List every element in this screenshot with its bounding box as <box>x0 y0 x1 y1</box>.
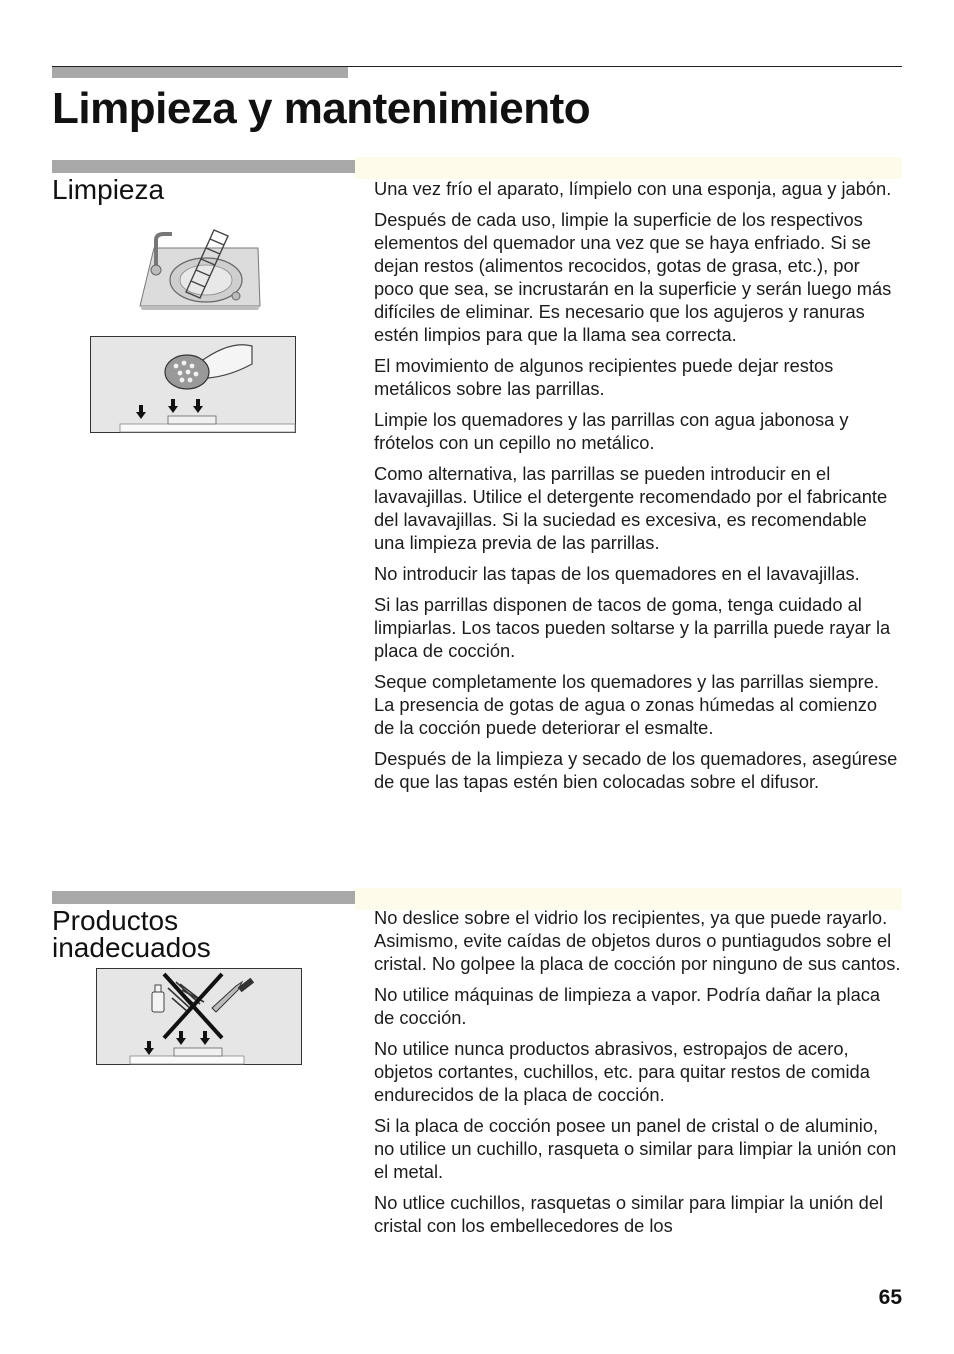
paragraph: No utilice máquinas de limpieza a vapor. Podría dañar la placa de cocción. <box>374 984 881 1028</box>
paragraph: Si la placa de cocción posee un panel de cristal o de aluminio, no utilice un cuchillo, rasqueta o similar para limpiar la unión con el metal. <box>374 1115 897 1182</box>
sponge-cleaning-illustration <box>90 336 296 433</box>
heading-line: Productos <box>52 905 179 936</box>
paragraph: No utilice nunca productos abrasivos, estropajos de acero, objetos cortantes, cuchillos, etc. para quitar restos de comida endurecidos de la placa de cocción. <box>374 1038 870 1105</box>
paragraph: No deslice sobre el vidrio los recipientes, ya que puede rayarlo. Asimismo, evite caídas de objetos duros o puntiagudos sobre el cristal. No golpee la placa de cocción por ninguno de sus cantos. <box>374 907 901 974</box>
paragraph: Después de cada uso, limpie la superficie de los respectivos elementos del quemador una vez que se haya enfriado. Si se dejan restos (alimentos recocidos, gotas de grasa, etc.), por poco que sea, se incrustarán en la superficie y serán luego más difíciles de eliminar. Es necesario que los agujeros y ranuras estén limpios para que la llama sea correcta. <box>374 209 892 345</box>
paragraph: Una vez frío el aparato, límpielo con una esponja, agua y jabón. <box>374 178 892 199</box>
paragraph: Después de la limpieza y secado de los quemadores, asegúrese de que las tapas estén bien colocadas sobre el difusor. <box>374 748 898 792</box>
limpieza-text-column <box>374 177 902 801</box>
section-band-limpieza <box>355 157 902 179</box>
section-bar-limpieza <box>52 160 355 173</box>
paragraph: No utlice cuchillos, rasquetas o similar para limpiar la unión del cristal con los embellecedores de los <box>374 1192 884 1236</box>
paragraph: Como alternativa, las parrillas se pueden introducir en el lavavajillas. Utilice el detergente recomendado por el fabricante del lavavajillas. Si la suciedad es excesiva, es recomendable una limpieza previa de las parrillas. <box>374 463 888 553</box>
prohibited-tools-illustration <box>96 968 302 1065</box>
header-accent-bar <box>52 67 348 78</box>
sink-illustration <box>136 226 262 312</box>
heading-line: inadecuados <box>52 932 211 963</box>
paragraph: No introducir las tapas de los quemadores en el lavavajillas. <box>374 563 860 584</box>
paragraph: Seque completamente los quemadores y las parrillas siempre. La presencia de gotas de agua o zonas húmedas al comienzo de la cocción puede deteriorar el esmalte. <box>374 671 880 738</box>
paragraph: Limpie los quemadores y las parrillas con agua jabonosa y frótelos con un cepillo no metálico. <box>374 409 849 453</box>
section-bar-productos <box>52 891 355 904</box>
page-title: Limpieza y mantenimiento <box>52 84 591 133</box>
section-heading-limpieza: Limpieza <box>52 174 165 205</box>
paragraph: Si las parrillas disponen de tacos de goma, tenga cuidado al limpiarlas. Los tacos pueden soltarse y la parrilla puede rayar la placa de cocción. <box>374 594 891 661</box>
productos-text-column <box>374 906 902 1245</box>
paragraph: El movimiento de algunos recipientes puede dejar restos metálicos sobre las parrillas. <box>374 355 834 399</box>
page-number: 65 <box>878 1286 902 1309</box>
section-heading-productos <box>52 907 211 961</box>
